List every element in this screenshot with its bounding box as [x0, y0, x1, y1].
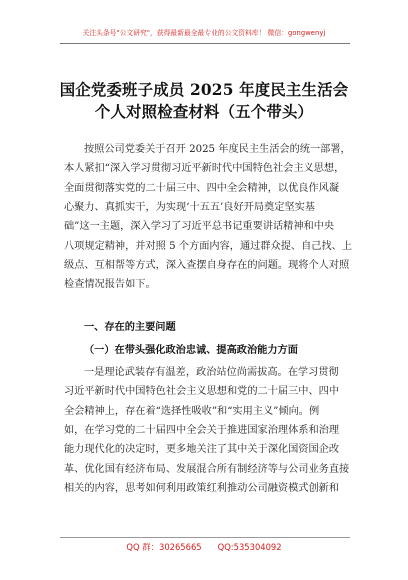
footer-qq-group: QQ 群：30265665 [126, 542, 202, 552]
body-line: 革、优化国有经济布局、发展混合所有制经济等与公司业务直接 [64, 463, 350, 475]
subsection-heading: （一）在带头强化政治忠诚、提高政治能力方面 [84, 345, 298, 356]
intro-line: 级点、互相帮等方式，深入查摆自身存在的问题。现将个人对照 [64, 259, 350, 271]
footer-qq: QQ:535304092 [217, 542, 282, 552]
document-title-line2: 个人对照检查材料（五个带头） [94, 103, 314, 121]
intro-line: 按照公司党委关于召开 2025 年度民主生活会的统一部署， [84, 144, 351, 155]
intro-line: 八项规定精神，并对照 5 个方面内容，通过群众提、自己找、上 [64, 240, 353, 252]
body-line: 习近平新时代中国特色社会主义思想和党的二十届三中、四中 [64, 386, 340, 398]
document-title-line1: 国企党委班子成员 2025 年度民主生活会 [59, 81, 349, 99]
section-heading: 一、存在的主要问题 [84, 322, 176, 333]
header-divider [60, 43, 350, 44]
intro-line: 础”这一主题，深入学习了习近平总书记重要讲话精神和中央 [64, 221, 335, 233]
intro-line: 全面贯彻落实党的二十届三中、四中全会精神，以优良作风凝 [64, 182, 340, 194]
intro-line: 心聚力、真抓实干，为实现‘十五五’良好开局奠定坚实基 [64, 201, 315, 213]
body-line: 如，在学习党的二十届四中全会关于推进国家治理体系和治理 [64, 424, 340, 436]
footer-divider [60, 537, 350, 538]
body-line: 全会精神上，存在着“选择性吸收”和“实用主义”倾向。例 [64, 405, 320, 417]
body-line: 能力现代化的决定时，更多地关注了其中关于深化国资国企改 [64, 444, 340, 456]
footer-contact [0, 541, 408, 553]
intro-line: 本人紧扣“深入学习贯彻习近平新时代中国特色社会主义思想， [64, 163, 345, 175]
intro-line: 检查情况报告如下。 [64, 279, 156, 291]
header-banner: 关注头条号"公文研究"，获得最新最全最专业的公文资料库！ 微信：gongwenyj [82, 29, 326, 37]
body-line: 相关的内容，思考如何利用政策红利推动公司融资模式创新和 [64, 482, 340, 494]
body-line: 一是理论武装存有温差，政治站位尚需拔高。在学习贯彻 [84, 367, 339, 378]
